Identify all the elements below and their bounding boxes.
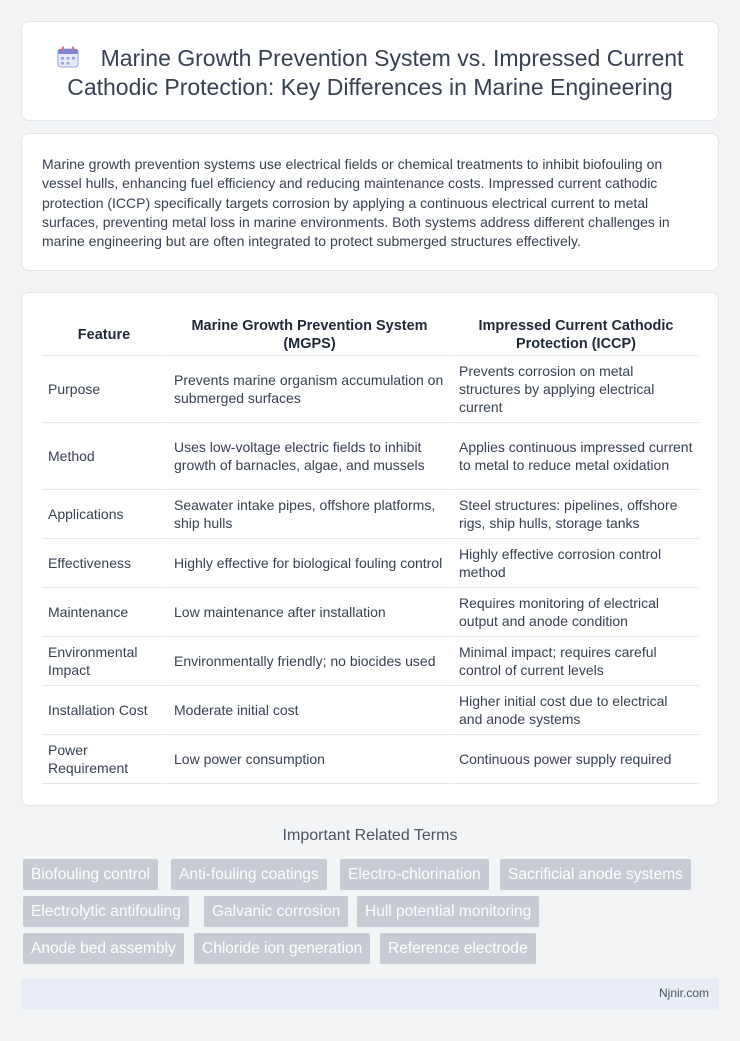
footer-site-link[interactable]: Njnir.com [658, 986, 709, 1000]
cell-feature: Environmental Impact [42, 637, 166, 686]
title-card [21, 21, 719, 121]
cell-iccp: Highly effective corrosion control method [451, 539, 699, 588]
table-header-row [42, 315, 699, 356]
cell-feature: Maintenance [42, 588, 166, 637]
cell-mgps: Low power consumption [166, 735, 451, 784]
cell-iccp: Requires monitoring of electrical output and anode condition [451, 588, 699, 637]
cell-mgps: Seawater intake pipes, offshore platforms, ship hulls [166, 490, 451, 539]
table-row [42, 423, 699, 490]
header-iccp: Impressed Current Cathodic Protection (ICCP) [451, 315, 699, 356]
cell-feature: Power Requirement [42, 735, 166, 784]
header-mgps: Marine Growth Prevention System (MGPS) [166, 315, 451, 356]
cell-mgps: Highly effective for biological fouling control [166, 539, 451, 588]
header-feature: Feature [42, 315, 166, 356]
term-chip[interactable]: Hull potential monitoring [357, 896, 539, 927]
footer-bar [21, 978, 719, 1009]
term-chip[interactable]: Biofouling control [23, 859, 158, 890]
cell-iccp: Continuous power supply required [451, 735, 699, 784]
cell-iccp: Higher initial cost due to electrical and anode systems [451, 686, 699, 735]
term-chip[interactable]: Electro-chlorination [340, 859, 489, 890]
table-row [42, 356, 699, 423]
table-row [42, 490, 699, 539]
intro-card [21, 133, 719, 271]
cell-feature: Method [42, 423, 166, 490]
comparison-table [42, 315, 699, 784]
cell-feature: Applications [42, 490, 166, 539]
related-terms-heading: Important Related Terms [282, 827, 458, 844]
cell-mgps: Uses low-voltage electric fields to inhibit growth of barnacles, algae, and mussels [166, 423, 451, 490]
comparison-card [21, 292, 719, 806]
cell-feature: Installation Cost [42, 686, 166, 735]
term-chip[interactable]: Anode bed assembly [23, 933, 184, 964]
cell-mgps: Low maintenance after installation [166, 588, 451, 637]
table-row [42, 588, 699, 637]
cell-feature: Purpose [42, 356, 166, 423]
term-chip[interactable]: Electrolytic antifouling [23, 896, 189, 927]
page-title-wrap [22, 44, 718, 102]
intro-paragraph: Marine growth prevention systems use electrical fields or chemical treatments to inhibit biofouling on vessel hulls, enhancing fuel efficiency and reducing maintenance costs. Impressed current cathodic protection (ICCP) specifically targets corrosion by applying a continuous electrical current to metal surfaces, preventing metal loss in marine environments. Both systems address different challenges in marine engineering but are often integrated to protect submerged structures effectively. [42, 156, 670, 250]
table-row [42, 735, 699, 784]
cell-mgps: Environmentally friendly; no biocides used [166, 637, 451, 686]
term-chip[interactable]: Anti-fouling coatings [171, 859, 327, 890]
calendar-icon [57, 46, 79, 68]
cell-iccp: Applies continuous impressed current to metal to reduce metal oxidation [451, 423, 699, 490]
cell-mgps: Prevents marine organism accumulation on submerged surfaces [166, 356, 451, 423]
term-chip[interactable]: Chloride ion generation [194, 933, 370, 964]
cell-iccp: Minimal impact; requires careful control of current levels [451, 637, 699, 686]
term-chip[interactable]: Galvanic corrosion [204, 896, 348, 927]
term-chip[interactable]: Sacrificial anode systems [500, 859, 691, 890]
table-row [42, 686, 699, 735]
table-row [42, 539, 699, 588]
cell-feature: Effectiveness [42, 539, 166, 588]
cell-iccp: Steel structures: pipelines, offshore rigs, ship hulls, storage tanks [451, 490, 699, 539]
page-title: Marine Growth Prevention System vs. Impressed Current Cathodic Protection: Key Differences in Marine Engineering [67, 45, 684, 100]
table-row [42, 637, 699, 686]
cell-iccp: Prevents corrosion on metal structures by applying electrical current [451, 356, 699, 423]
term-chip[interactable]: Reference electrode [380, 933, 536, 964]
cell-mgps: Moderate initial cost [166, 686, 451, 735]
